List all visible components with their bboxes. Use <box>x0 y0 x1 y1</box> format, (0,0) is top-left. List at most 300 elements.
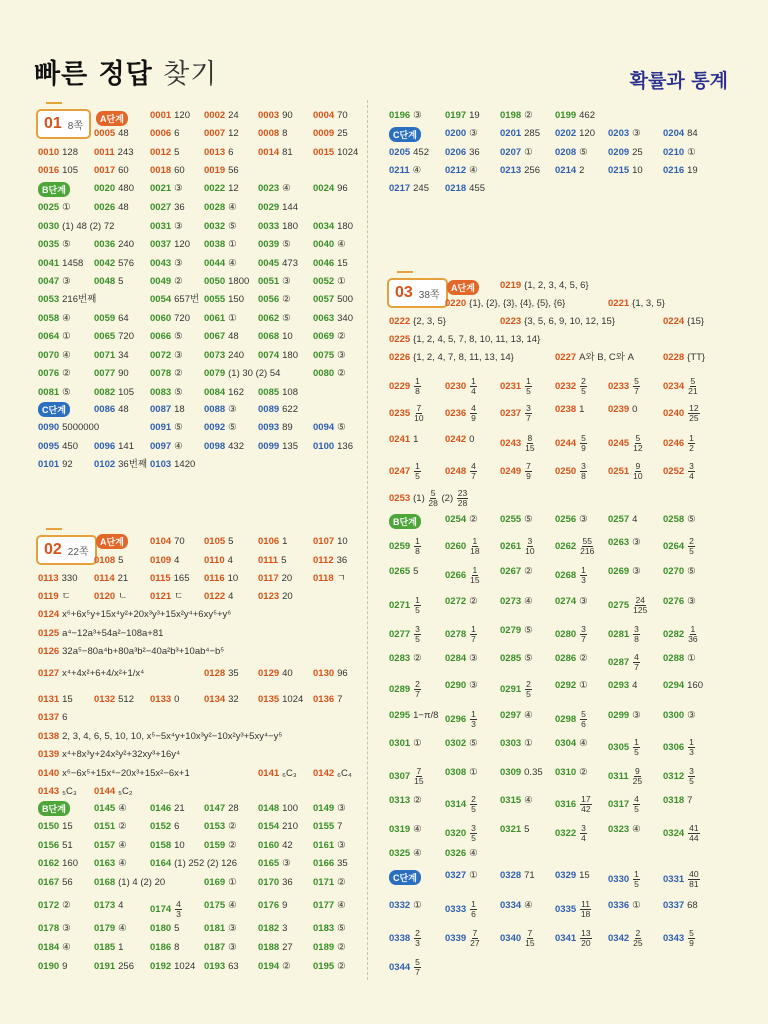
answer-value: (1) 252 (2) 126 <box>174 858 237 869</box>
answer-code: 0263 <box>608 537 630 548</box>
answer-value: 245 <box>413 183 429 194</box>
answer-value <box>579 565 588 585</box>
answer-entry <box>555 352 634 364</box>
fraction: $\frac{3}{5}$ <box>415 624 420 644</box>
answer-code: 0021 <box>150 183 172 194</box>
answer-code: 0225 <box>389 334 411 345</box>
answer-value: ① <box>228 877 237 888</box>
answer-value: ② <box>337 961 346 972</box>
answer-entry <box>150 110 190 122</box>
answer-value: 84 <box>687 128 698 139</box>
answer-value <box>632 652 641 672</box>
answer-code: 0254 <box>445 514 467 525</box>
answer-entry <box>445 767 478 779</box>
answer-code: 0227 <box>555 352 577 363</box>
answer-entry <box>150 183 183 195</box>
answer-entry <box>500 596 533 608</box>
answer-entry <box>313 331 346 343</box>
fraction: $\frac{3}{5}$ <box>689 766 694 786</box>
answer-value: 18 <box>174 404 185 415</box>
answer-entry <box>445 377 478 396</box>
answer-code: 0170 <box>258 877 280 888</box>
answer-code: 0031 <box>150 221 172 232</box>
answer-entry <box>500 767 543 779</box>
answer-value: 1420 <box>174 459 196 470</box>
answer-entry <box>663 316 704 328</box>
answer-code: 0105 <box>204 536 226 547</box>
answer-entry <box>313 350 346 362</box>
answer-code: 0186 <box>150 942 172 953</box>
answer-entry <box>150 858 237 870</box>
answer-code: 0283 <box>389 653 411 664</box>
answer-code: 0093 <box>258 422 280 433</box>
answer-code: 0238 <box>555 404 577 415</box>
answer-code: 0082 <box>94 387 116 398</box>
answer-code: 0070 <box>38 350 60 361</box>
answer-code: 0198 <box>500 110 522 121</box>
answer-entry <box>555 537 595 556</box>
answer-entry <box>94 165 129 177</box>
answer-code: 0258 <box>663 514 685 525</box>
answer-value: (1) 30 (2) 54 <box>228 368 281 379</box>
answer-value: 21 <box>174 803 185 814</box>
answer-code: 0151 <box>94 821 116 832</box>
answer-entry <box>389 165 421 177</box>
answer-value <box>413 957 422 977</box>
answer-entry <box>555 377 588 396</box>
answer-entry <box>313 221 353 233</box>
answer-code: 0234 <box>663 381 685 393</box>
answer-entry <box>258 668 293 680</box>
answer-entry <box>258 877 293 889</box>
answer-code: 0295 <box>389 710 411 721</box>
answer-entry <box>204 591 233 603</box>
answer-value: 180 <box>282 221 298 232</box>
answer-value: ② <box>337 368 346 379</box>
answer-value: 64 <box>118 313 129 324</box>
answer-entry <box>38 591 71 603</box>
answer-value: 6 <box>228 147 234 158</box>
answer-entry <box>608 900 641 912</box>
answer-entry <box>38 900 71 912</box>
answer-code: 0065 <box>94 331 116 342</box>
answer-entry <box>445 929 481 948</box>
answer-entry <box>150 821 179 833</box>
answer-entry <box>38 628 163 640</box>
answer-value: x⁴+8x³y+24x²y²+32xy³+16y⁴ <box>62 749 181 760</box>
answer-entry <box>663 462 696 481</box>
answer-entry <box>663 434 696 453</box>
answer-entry <box>445 680 478 692</box>
answer-code: 0337 <box>663 900 685 911</box>
answer-code: 0315 <box>500 795 522 806</box>
answer-value: 576 <box>118 258 134 269</box>
answer-code: 0286 <box>555 653 577 664</box>
answer-code: 0129 <box>258 668 280 679</box>
answer-value: 0 <box>469 434 475 445</box>
answer-entry <box>608 147 643 159</box>
answer-value: 7 <box>337 821 343 832</box>
answer-value: ② <box>174 276 183 287</box>
answer-entry <box>94 350 129 362</box>
answer-entry <box>94 313 129 325</box>
fraction: $\frac{24}{125}$ <box>633 595 648 615</box>
answer-value: 340 <box>337 313 353 324</box>
answer-code: 0004 <box>313 110 335 121</box>
answer-entry <box>663 625 699 644</box>
answer-code: 0140 <box>38 768 60 779</box>
answer-value: {TT} <box>687 352 706 363</box>
answer-code: 0026 <box>94 202 116 213</box>
answer-value: 216번째 <box>62 294 97 305</box>
answer-entry <box>150 591 183 603</box>
answer-code: 0073 <box>204 350 226 361</box>
answer-code: 0136 <box>313 694 335 705</box>
answer-value: 25 <box>632 147 643 158</box>
answer-code: 0260 <box>445 541 467 553</box>
answer-entry <box>500 738 533 750</box>
answer-code: 0181 <box>204 923 226 934</box>
answer-value: 622 <box>282 404 298 415</box>
answer-entry <box>258 942 293 954</box>
answer-entry <box>38 712 67 724</box>
answer-value: 5 <box>281 555 287 566</box>
answer-entry <box>445 514 478 526</box>
answer-code: 0028 <box>204 202 226 213</box>
fraction: $\frac{9}{10}$ <box>633 461 643 481</box>
answer-code: 0275 <box>608 600 630 612</box>
answer-code: 0068 <box>258 331 280 342</box>
answer-value: 2 <box>579 165 585 176</box>
answer-entry <box>94 368 129 380</box>
fraction: $\frac{3}{5}$ <box>471 823 476 843</box>
answer-code: 0247 <box>389 466 411 478</box>
answer-code: 0309 <box>500 767 522 778</box>
answer-code: 0236 <box>445 408 467 420</box>
fraction: $\frac{4}{5}$ <box>634 794 639 814</box>
answer-code: 0284 <box>445 653 467 664</box>
answer-entry <box>150 803 185 815</box>
answer-code: 0022 <box>204 183 226 194</box>
answer-entry <box>389 489 469 508</box>
answer-entry <box>445 537 481 556</box>
answer-code: 0036 <box>94 239 116 250</box>
answer-code: 0223 <box>500 316 522 327</box>
fraction: $\frac{40}{81}$ <box>689 869 699 889</box>
answer-code: 0058 <box>38 313 60 324</box>
answer-entry <box>500 929 536 948</box>
answer-entry <box>258 202 298 214</box>
fraction: $\frac{1}{3}$ <box>689 737 694 757</box>
answer-code: 0313 <box>389 795 411 806</box>
answer-code: 0201 <box>500 128 522 139</box>
fraction: $\frac{3}{10}$ <box>525 536 535 556</box>
answer-code: 0118 <box>313 573 334 584</box>
answer-entry <box>150 422 183 434</box>
chapter-topic: 확률과 통계 <box>629 70 728 92</box>
answer-value: 452 <box>413 147 429 158</box>
answer-code: 0146 <box>150 803 172 814</box>
answer-code: 0098 <box>204 441 226 452</box>
answer-code: 0067 <box>204 331 226 342</box>
fraction: $\frac{7}{27}$ <box>470 928 480 948</box>
answer-entry <box>313 555 347 567</box>
answer-code: 0110 <box>204 555 225 566</box>
answer-value: ④ <box>524 710 533 721</box>
answer-value: 35 <box>337 858 348 869</box>
answer-code: 0232 <box>555 381 577 393</box>
answer-value: 0.35 <box>524 767 543 778</box>
answer-value: ③ <box>337 803 346 814</box>
section-badge-01: 01 8쪽 <box>36 109 91 139</box>
answer-code: 0035 <box>38 239 60 250</box>
answer-entry <box>38 459 73 471</box>
fraction: $\frac{2}{5}$ <box>581 376 586 396</box>
answer-entry <box>38 441 78 453</box>
answer-code: 0100 <box>313 441 335 452</box>
answer-code: 0220 <box>445 298 467 309</box>
answer-code: 0150 <box>38 821 60 832</box>
answer-value: ③ <box>62 276 71 287</box>
answer-entry <box>445 128 478 140</box>
fraction: $\frac{4}{9}$ <box>471 403 476 423</box>
answer-entry <box>445 738 478 750</box>
answer-entry <box>204 165 239 177</box>
answer-value: 19 <box>687 165 698 176</box>
answer-entry <box>150 555 179 567</box>
answer-code: 0272 <box>445 596 467 607</box>
answer-entry <box>445 653 478 665</box>
answer-entry <box>608 128 641 140</box>
answer-entry <box>663 514 696 526</box>
answer-entry <box>445 625 478 644</box>
fraction: $\frac{3}{7}$ <box>581 624 586 644</box>
answer-entry <box>608 738 641 757</box>
answer-code: 0013 <box>204 147 226 158</box>
answer-value: ③ <box>632 710 641 721</box>
level-c-badge: C단계 <box>389 127 421 142</box>
answer-value: 165 <box>173 573 190 584</box>
answer-value: ⑤ <box>469 738 478 749</box>
answer-code: 0148 <box>258 803 280 814</box>
answer-code: 0327 <box>445 870 467 881</box>
answer-value <box>687 823 700 843</box>
fraction: $\frac{23}{28}$ <box>457 488 468 508</box>
answer-code: 0325 <box>389 848 411 859</box>
answer-code: 0233 <box>608 381 630 393</box>
answer-entry <box>38 821 73 833</box>
answer-code: 0159 <box>204 840 226 851</box>
answer-code: 0317 <box>608 799 630 811</box>
answer-value: ⑤ <box>687 514 696 525</box>
answer-entry <box>555 680 588 692</box>
answer-entry <box>445 165 478 177</box>
answer-entry <box>313 368 346 380</box>
answer-code: 0178 <box>38 923 60 934</box>
answer-value <box>174 899 183 919</box>
answer-value: {1, 2, 3, 4, 5, 6} <box>524 280 589 291</box>
answer-code: 0307 <box>389 771 411 783</box>
answer-code: 0081 <box>38 387 60 398</box>
answer-entry <box>258 803 298 815</box>
fraction: $\frac{5}{7}$ <box>415 957 420 977</box>
answer-value: ③ <box>579 596 588 607</box>
answer-code: 0184 <box>38 942 60 953</box>
answer-value: 4 <box>174 555 180 566</box>
answer-code: 0219 <box>500 280 522 291</box>
answer-entry <box>204 441 244 453</box>
answer-entry <box>150 536 185 548</box>
crown-icon <box>46 528 62 536</box>
answer-value: ⑤ <box>337 422 346 433</box>
answer-value: ④ <box>337 900 346 911</box>
answer-code: 0231 <box>500 381 522 393</box>
answer-entry <box>313 536 348 548</box>
answer-value: ② <box>62 368 71 379</box>
answer-entry <box>150 694 179 706</box>
answer-value: (1) 4 (2) 20 <box>118 877 166 888</box>
answer-entry <box>313 239 346 251</box>
answer-entry <box>38 331 71 343</box>
answer-code: 0161 <box>313 840 335 851</box>
answer-entry <box>445 298 565 310</box>
answer-value: ④ <box>413 848 422 859</box>
answer-entry <box>663 900 698 912</box>
answer-value: 56 <box>228 165 239 176</box>
answer-code: 0321 <box>500 824 522 835</box>
answer-code: 0296 <box>445 714 467 726</box>
answer-code: 0020 <box>94 183 116 194</box>
fraction: $\frac{5}{21}$ <box>688 376 698 396</box>
answer-entry <box>445 434 474 446</box>
answer-value: 657번 <box>174 294 200 305</box>
answer-code: 0259 <box>389 541 411 553</box>
answer-value <box>579 823 588 843</box>
answer-value <box>632 766 643 786</box>
answer-value <box>469 823 478 843</box>
answer-entry <box>445 596 478 608</box>
answer-code: 0205 <box>389 147 411 158</box>
answer-code: 0175 <box>204 900 226 911</box>
answer-value: 5 <box>118 276 124 287</box>
answer-entry <box>150 239 190 251</box>
answer-code: 0003 <box>258 110 280 121</box>
answer-code: 0092 <box>204 422 226 433</box>
answer-entry <box>94 694 134 706</box>
answer-code: 0139 <box>38 749 60 760</box>
answer-entry <box>663 147 696 159</box>
answer-entry <box>94 202 129 214</box>
answer-value <box>469 899 478 919</box>
answer-code: 0300 <box>663 710 685 721</box>
answer-value <box>687 869 700 889</box>
answer-entry <box>445 404 478 423</box>
answer-value <box>579 536 595 556</box>
answer-code: 0224 <box>663 316 685 327</box>
answer-entry <box>204 573 238 585</box>
answer-code: 0213 <box>500 165 522 176</box>
answer-entry <box>555 795 593 814</box>
answer-value: 1024 <box>174 961 196 972</box>
answer-code: 0040 <box>313 239 335 250</box>
answer-entry <box>663 128 698 140</box>
answer-entry <box>38 694 73 706</box>
answer-value: 2, 3, 4, 6, 5, 10, 10, x⁵−5x⁴y+10x³y²−10x²y³+5xy⁴−y⁵ <box>62 731 283 742</box>
answer-code: 0061 <box>204 313 226 324</box>
answer-entry <box>663 870 701 889</box>
answer-code: 0191 <box>94 961 116 972</box>
answer-value: ① <box>413 738 422 749</box>
answer-value: ④ <box>524 795 533 806</box>
answer-code: 0288 <box>663 653 685 664</box>
answer-code: 0177 <box>313 900 335 911</box>
answer-entry <box>204 900 237 912</box>
answer-value <box>469 461 478 481</box>
answer-code: 0276 <box>663 596 685 607</box>
answer-value <box>524 376 533 396</box>
answer-value: 180 <box>337 221 353 232</box>
answer-value: 15 <box>579 870 590 881</box>
answer-code: 0091 <box>150 422 172 433</box>
fraction: $\frac{3}{7}$ <box>526 403 531 423</box>
answer-entry <box>38 350 71 362</box>
answer-value: 5000000 <box>62 422 100 433</box>
answer-value: 63 <box>228 961 239 972</box>
answer-code: 0087 <box>150 404 172 415</box>
answer-value <box>413 461 422 481</box>
answer-value: ⑤ <box>524 514 533 525</box>
answer-value: 240 <box>118 239 134 250</box>
answer-code: 0311 <box>608 771 629 783</box>
answer-value: ③ <box>228 942 237 953</box>
answer-value: 330 <box>61 573 78 584</box>
answer-entry <box>150 128 179 140</box>
answer-entry <box>500 165 540 177</box>
answer-entry <box>389 110 422 122</box>
answer-entry <box>663 537 696 556</box>
answer-value: ② <box>413 653 422 664</box>
answer-code: 0214 <box>555 165 577 176</box>
answer-value <box>413 595 422 615</box>
answer-entry <box>389 680 422 699</box>
answer-value: (1) 48 (2) 72 <box>62 221 115 232</box>
answer-code: 0228 <box>663 352 685 363</box>
answer-code: 0215 <box>608 165 630 176</box>
fraction: $\frac{1}{5}$ <box>634 737 639 757</box>
fraction: $\frac{1}{18}$ <box>470 536 480 556</box>
answer-value: 3 <box>282 923 288 934</box>
answer-entry <box>204 694 239 706</box>
answer-value: 56 <box>62 877 73 888</box>
answer-value: ① <box>687 653 696 664</box>
answer-code: 0071 <box>94 350 116 361</box>
answer-value: ② <box>524 110 533 121</box>
answer-value <box>687 376 698 396</box>
answer-code: 0339 <box>445 933 467 945</box>
answer-code: 0162 <box>38 858 60 869</box>
answer-code: 0189 <box>313 942 335 953</box>
fraction: $\frac{5}{28}$ <box>428 488 438 508</box>
answer-code: 0216 <box>663 165 685 176</box>
answer-value <box>469 794 478 814</box>
answer-value: 10 <box>227 573 239 584</box>
answer-code: 0107 <box>313 536 335 547</box>
answer-code: 0144 <box>94 786 116 797</box>
answer-code: 0160 <box>258 840 280 851</box>
answer-entry <box>38 786 77 798</box>
answer-value: 32a⁵−80a⁴b+80a³b²−40a²b³+10ab⁴−b⁵ <box>62 646 225 657</box>
answer-value: {1}, {2}, {3}, {4}, {5}, {6} <box>469 298 566 309</box>
